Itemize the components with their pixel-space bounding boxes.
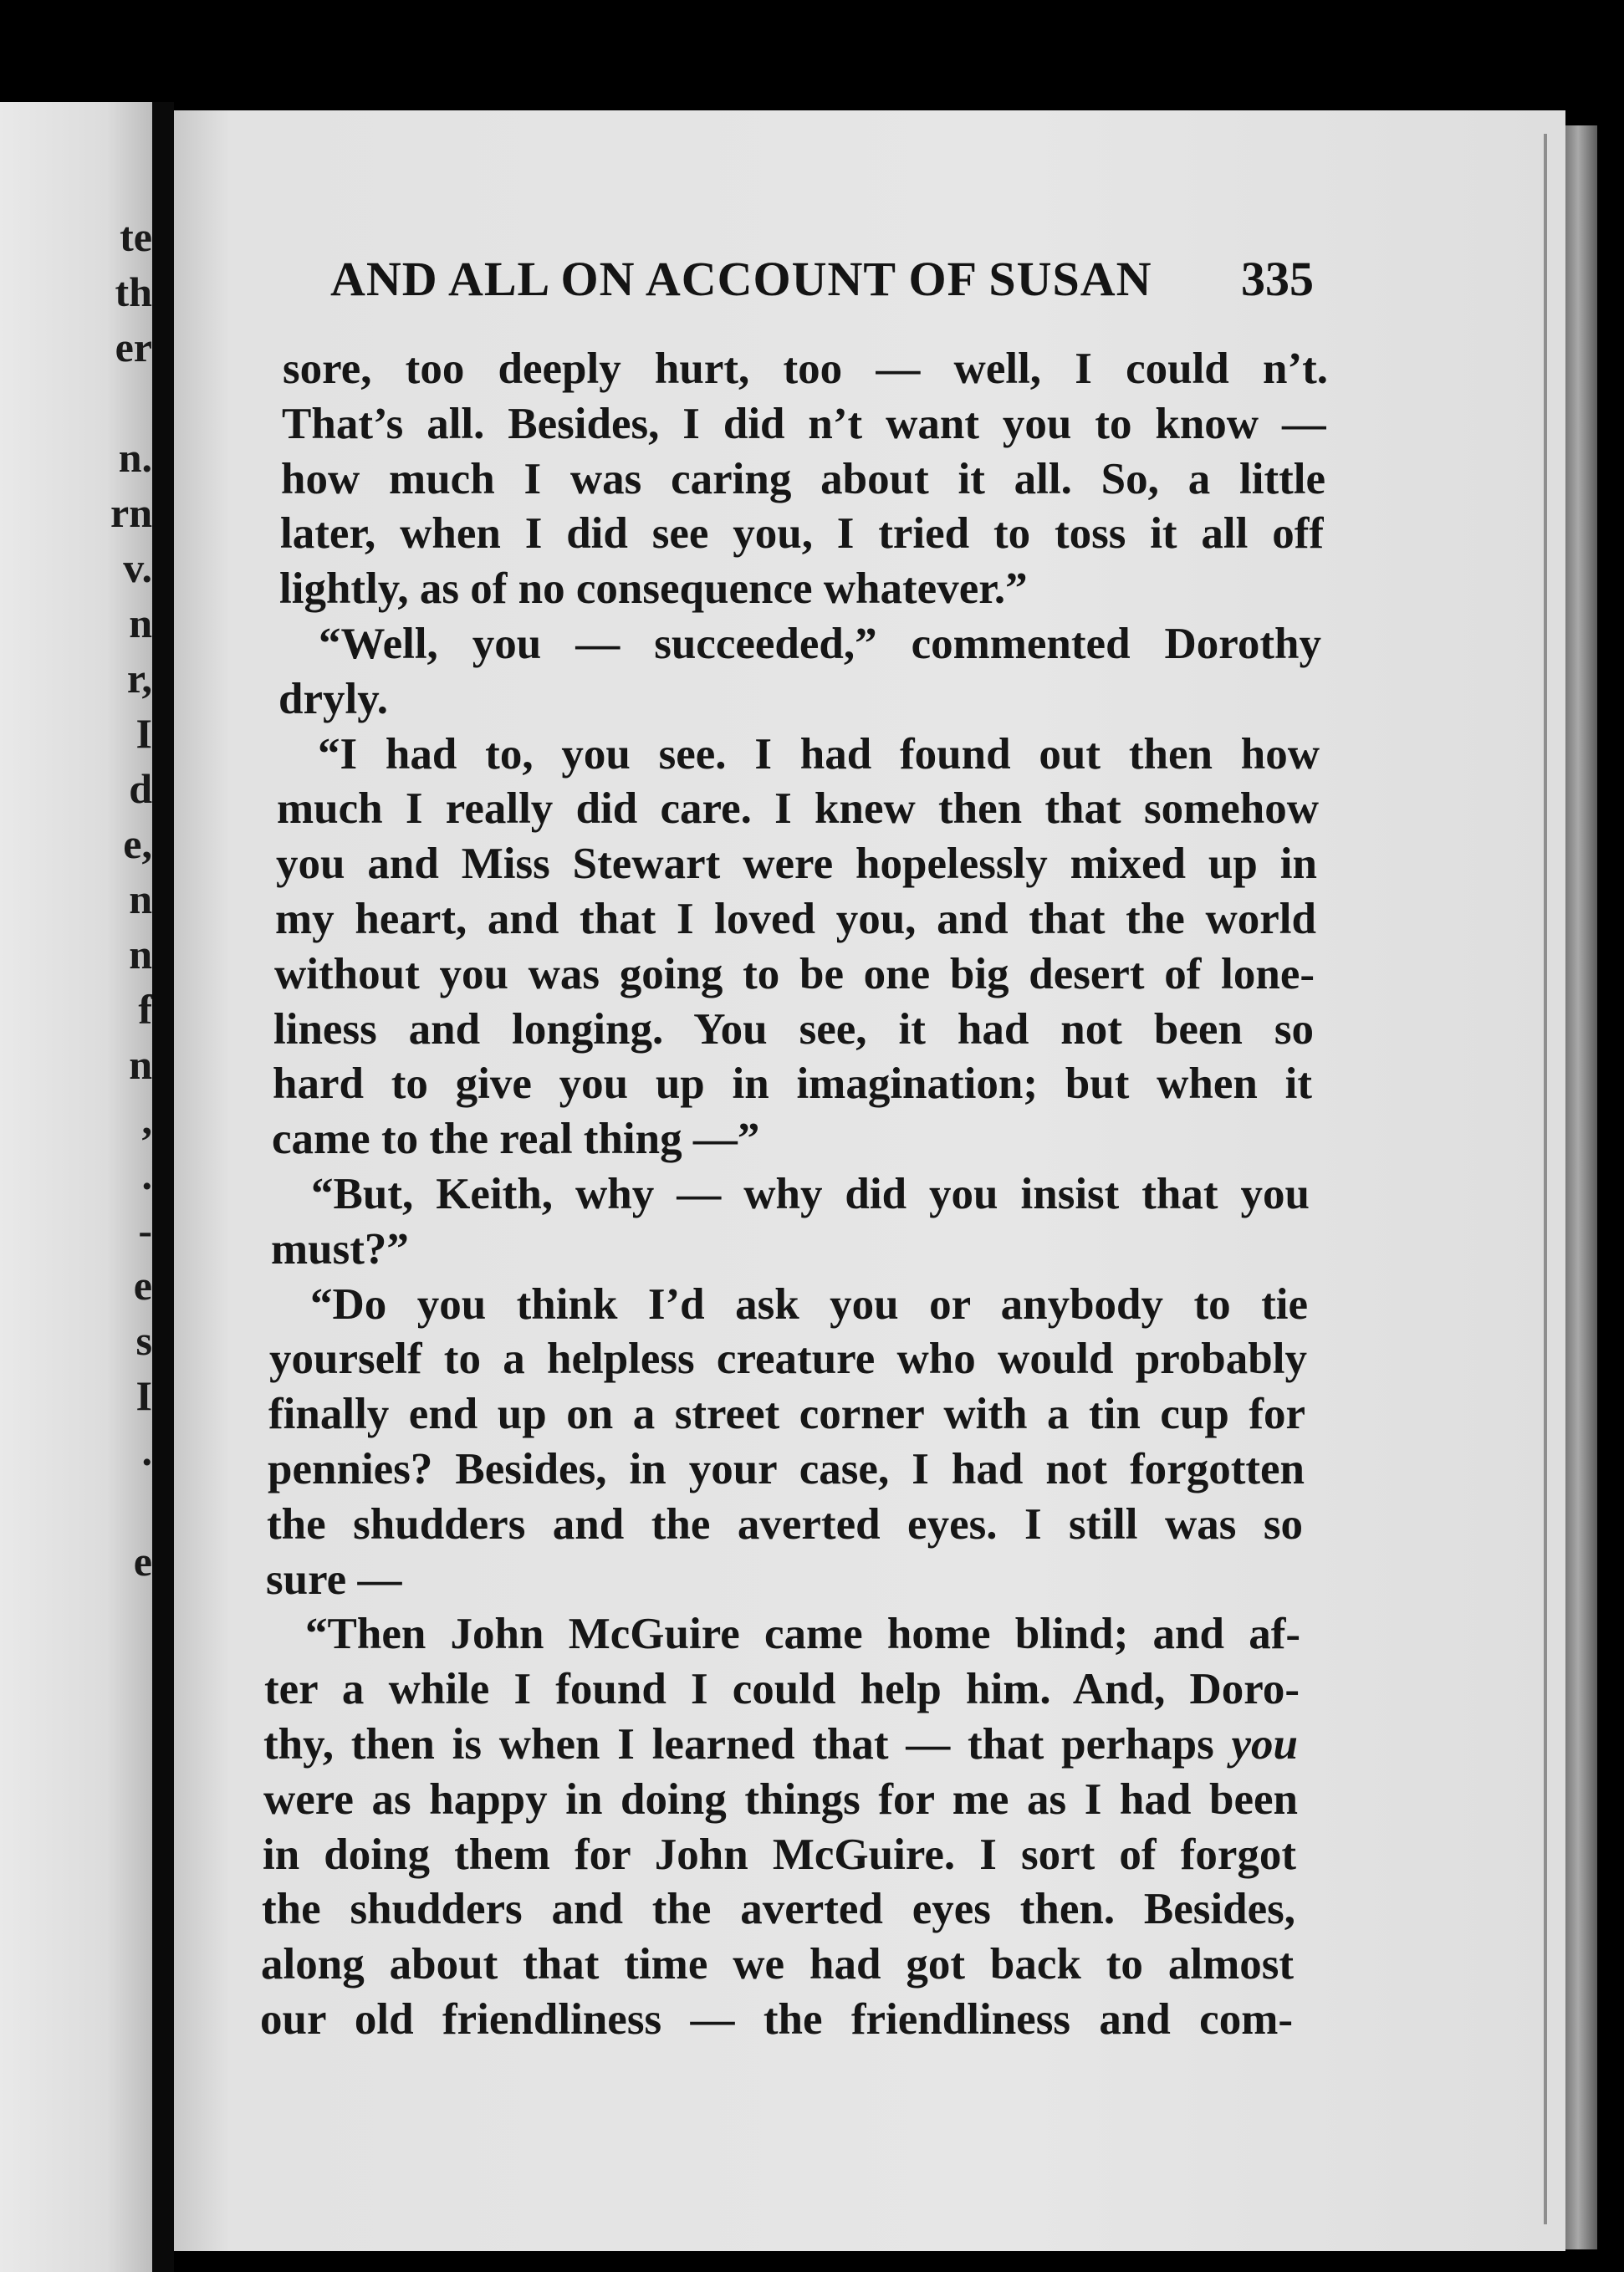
book-gutter (152, 102, 174, 2272)
facing-page-fragment: - (138, 1209, 152, 1251)
facing-page-fragment: e (133, 1264, 152, 1306)
body-line: “Well, you — succeeded,” commented Dorothy (319, 620, 1321, 668)
body-line: pennies? Besides, in your case, I had not forgotten (268, 1445, 1305, 1493)
facing-page-fragment: I (135, 1375, 152, 1417)
body-line: were as happy in doing things for me as I had been (263, 1775, 1298, 1824)
body-line: “But, Keith, why — why did you insist that you (311, 1170, 1310, 1218)
body-line: lightly, as of no consequence whatever.” (279, 564, 1028, 613)
facing-page-fragment: f (138, 988, 152, 1030)
page-edge-line (1544, 134, 1547, 2224)
facing-page-fragment: , (141, 1099, 152, 1141)
body-line: hard to give you up in imagination; but when it (273, 1059, 1312, 1108)
page-number: 335 (1241, 252, 1314, 306)
italic-word: you (1231, 1720, 1298, 1769)
body-line: the shudders and the averted eyes then. Besides, (262, 1885, 1295, 1933)
running-head-title: AND ALL ON ACCOUNT OF SUSAN (330, 252, 1152, 306)
facing-page-fragment: th (115, 271, 152, 313)
body-line: you and Miss Stewart were hopelessly mixed up in (276, 840, 1317, 888)
facing-page-fragment: n (129, 878, 152, 920)
body-line: That’s all. Besides, I did n’t want you to know — (282, 400, 1326, 448)
facing-page-fragment: v. (123, 547, 152, 589)
body-line: “Do you think I’d ask you or anybody to tie (310, 1280, 1308, 1329)
facing-page-fragment: d (129, 768, 152, 809)
body-line: finally end up on a street corner with a tin cup for (268, 1390, 1305, 1438)
body-line: must?” (271, 1225, 409, 1274)
body-line-text: thy, then is when I learned that — that perhaps (263, 1720, 1232, 1769)
facing-page-fragment: r, (126, 657, 152, 699)
body-line: my heart, and that I loved you, and that the world (275, 895, 1316, 943)
body-line: how much I was caring about it all. So, a little (281, 455, 1325, 503)
body-line: “Then John McGuire came home blind; and af- (305, 1610, 1300, 1658)
facing-page-fragment: . (141, 1430, 152, 1472)
facing-page-fragment: I (135, 712, 152, 754)
facing-page-edge (0, 102, 152, 2272)
facing-page-fragment: n (129, 933, 152, 975)
facing-page-fragment: s (135, 1320, 152, 1361)
body-line (263, 1717, 1298, 1772)
page-stack-edge (1565, 125, 1597, 2249)
facing-page-fragment: rn (110, 492, 152, 534)
body-line: our old friendliness — the friendliness and com- (260, 1995, 1293, 2044)
body-line: later, when I did see you, I tried to toss it all off (280, 509, 1324, 558)
body-line: dryly. (278, 675, 389, 723)
body-line: the shudders and the averted eyes. I still was so (267, 1500, 1303, 1549)
body-line: along about that time we had got back to almost (261, 1940, 1294, 1989)
facing-page-fragment: e (133, 1540, 152, 1582)
body-line: “I had to, you see. I had found out then how (318, 730, 1320, 779)
body-line: without you was going to be one big desert of lone- (274, 950, 1315, 998)
facing-page-fragment: er (115, 326, 152, 368)
body-line: came to the real thing —” (272, 1115, 760, 1163)
body-line: yourself to a helpless creature who would probably (269, 1335, 1307, 1383)
facing-page-fragment: e, (123, 823, 152, 865)
body-line: liness and longing. You see, it had not been so (273, 1005, 1314, 1054)
body-line: in doing them for John McGuire. I sort of forgot (263, 1830, 1296, 1879)
facing-page-fragment: . (141, 1154, 152, 1196)
body-line: much I really did care. I knew then that somehow (277, 784, 1319, 833)
body-line: sore, too deeply hurt, too — well, I could n’t. (283, 345, 1328, 393)
body-line: ter a while I found I could help him. And, Doro- (264, 1665, 1300, 1713)
facing-page-fragment: n. (118, 437, 152, 478)
facing-page-fragment: n (129, 602, 152, 644)
facing-page-fragment: te (120, 216, 152, 258)
facing-page-fragment: n (129, 1044, 152, 1085)
body-line: sure — (266, 1555, 402, 1604)
